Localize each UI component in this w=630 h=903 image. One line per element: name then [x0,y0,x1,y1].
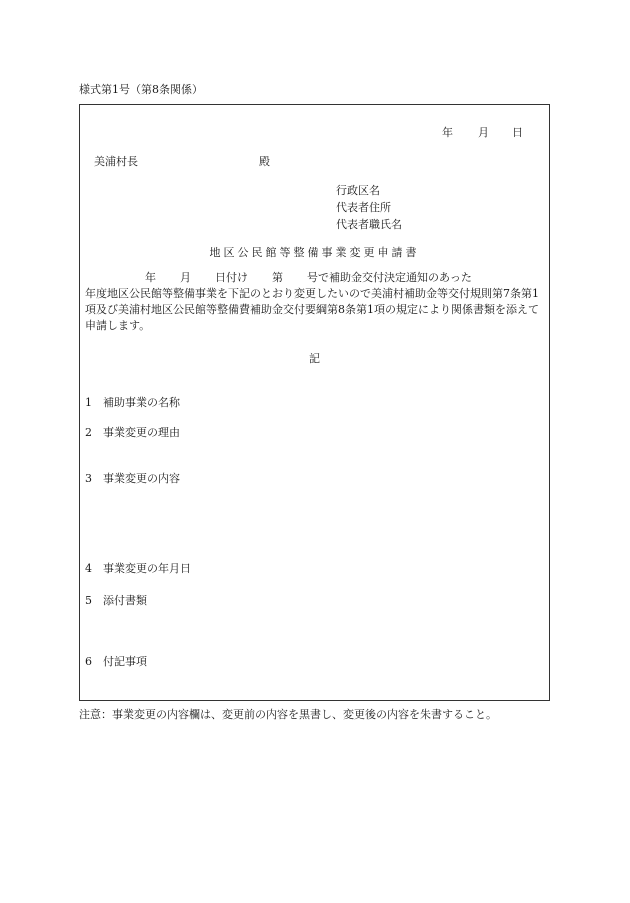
item-attachments [85,592,147,608]
item-number: 4 [85,562,92,575]
request-body [85,270,547,334]
body-number-prefix: 第 [272,271,283,284]
body-first-line [85,270,547,286]
item-change-reason [85,424,180,440]
form-frame [79,104,550,701]
item-number: 2 [85,426,92,439]
body-date-label: 日付け [215,271,248,284]
form-number-label: 様式第1号（第8条関係） [79,83,203,96]
footnote: 注意：事業変更の内容欄は、変更前の内容を黒書し、変更後の内容を朱書すること。 [79,708,497,721]
item-label: 事業変更の内容 [103,472,180,485]
item-label: 事業変更の年月日 [103,562,191,575]
item-number: 5 [85,594,92,607]
document-title: 地区公民館等整備事業変更申請書 [209,246,420,259]
body-number-suffix: 号で補助金交付決定通知のあった [307,271,472,284]
addressee: 美浦村長 [94,155,138,168]
item-remarks [85,653,147,669]
item-number: 3 [85,472,92,485]
date-month-label: 月 [478,126,489,139]
item-label: 事業変更の理由 [103,426,180,439]
body-text: 年度地区公民館等整備事業を下記のとおり変更したいので美浦村補助金等交付規則第7条第1項及び美浦村地区公民館等整備費補助金交付要綱第8条第1項の規定により関係書類を添えて申請します。 [85,287,539,332]
item-change-date [85,560,191,576]
item-label: 付記事項 [103,655,147,668]
sender-address-label: 代表者住所 [336,201,391,214]
item-label: 補助事業の名称 [103,396,180,409]
body-year-label: 年 [145,271,156,284]
sender-name-label: 代表者職氏名 [336,218,402,231]
item-change-content [85,470,180,486]
ki-heading: 記 [309,352,320,365]
honorific: 殿 [259,155,270,168]
item-number: 6 [85,655,92,668]
body-month-label: 月 [180,271,191,284]
sender-district-label: 行政区名 [336,184,380,197]
item-label: 添付書類 [103,594,147,607]
item-number: 1 [85,396,92,409]
item-project-name [85,394,180,410]
date-year-label: 年 [442,126,453,139]
date-day-label: 日 [512,126,523,139]
